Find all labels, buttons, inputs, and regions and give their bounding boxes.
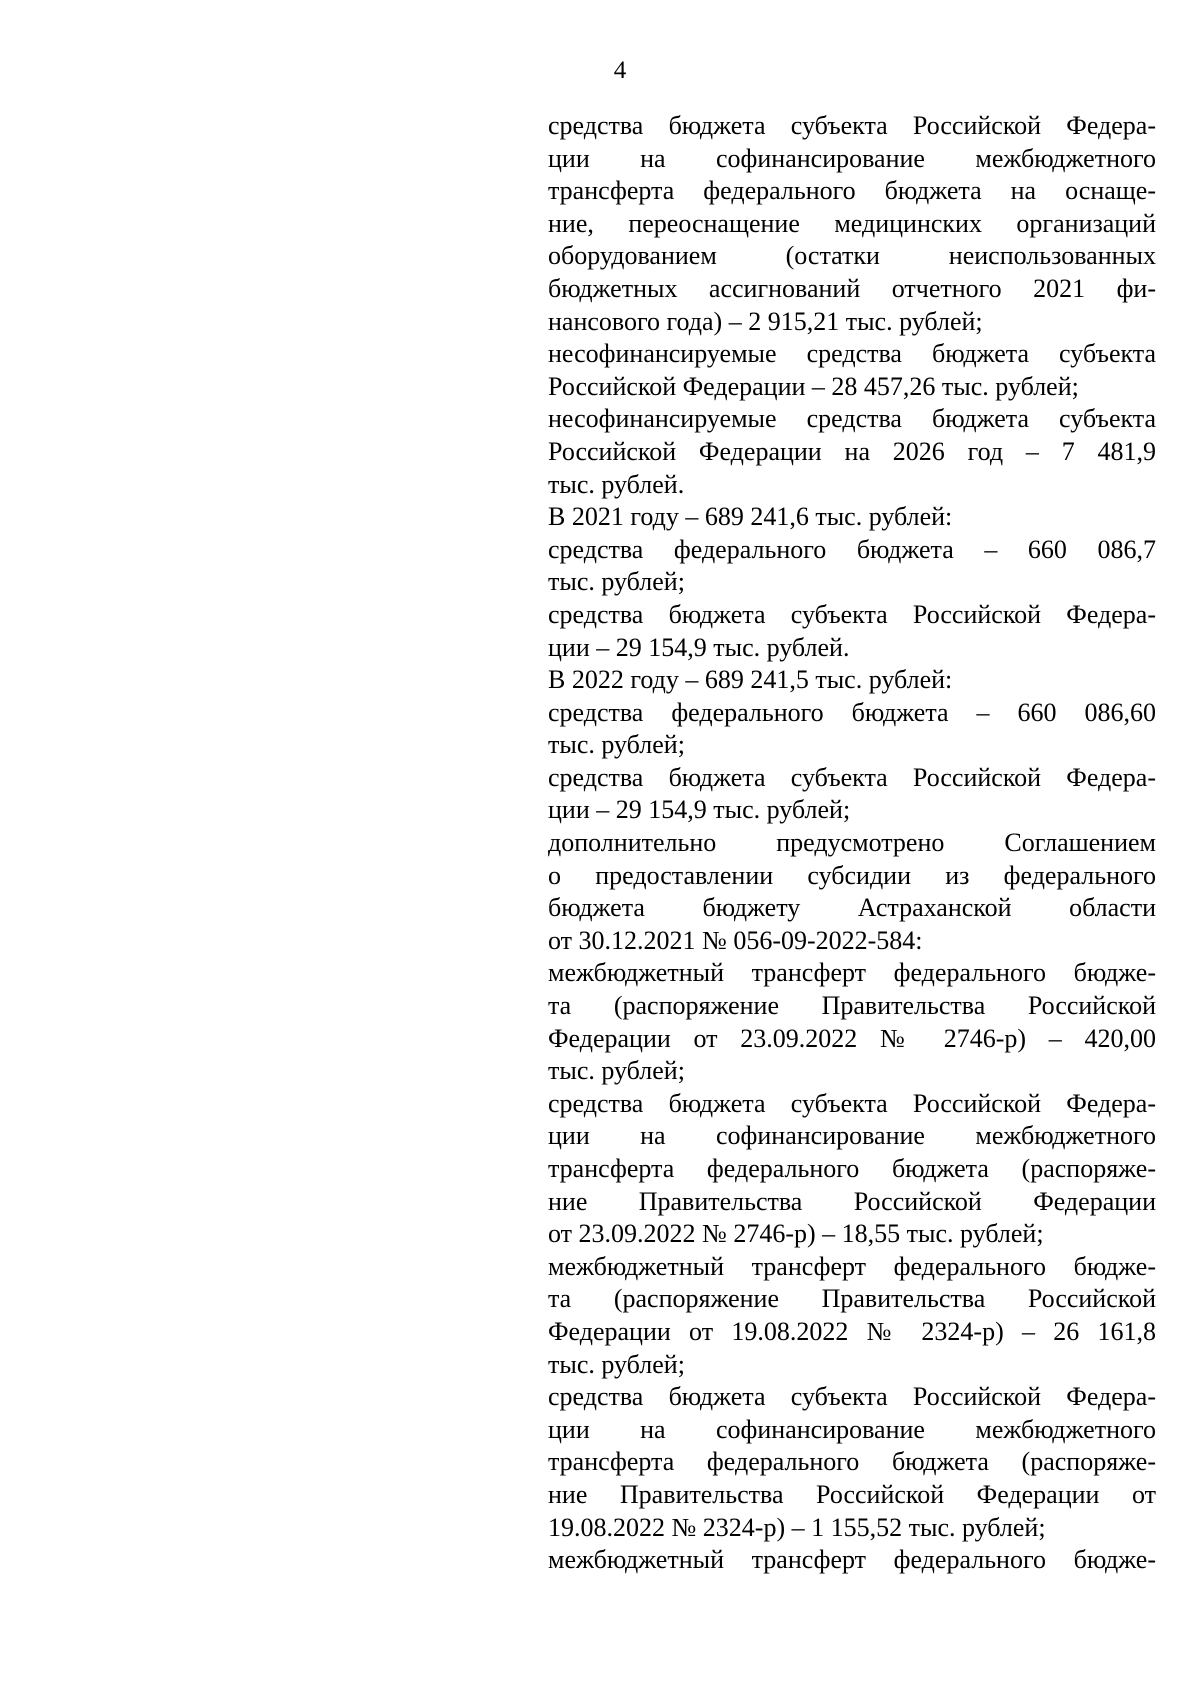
text-line: от 23.09.2022 № 2746-р) – 18,55 тыс. рублей; — [548, 1219, 1044, 1249]
text-line: средства бюджета субъекта Российской Федера- — [548, 1088, 1156, 1118]
text-line: ции – 29 154,9 тыс. рублей; — [548, 795, 851, 825]
text-line: Федерации от 19.08.2022 № 2324-р) – 26 161,8 — [548, 1316, 1156, 1346]
text-line: нансового года) – 2 915,21 тыс. рублей; — [548, 306, 983, 336]
text-line: тыс. рублей. — [548, 469, 685, 499]
text-line: ние Правительства Российской Федерации — [548, 1186, 1156, 1216]
text-line: трансферта федерального бюджета (распоряже- — [548, 1447, 1156, 1477]
text-line: межбюджетный трансферт федерального бюдже- — [548, 958, 1156, 988]
text-line: В 2021 году – 689 241,6 тыс. рублей: — [548, 502, 953, 532]
text-line: Федерации от 23.09.2022 № 2746-р) – 420,00 — [548, 1023, 1156, 1053]
page-number: 4 — [613, 57, 627, 84]
text-line: В 2022 году – 689 241,5 тыс. рублей: — [548, 665, 953, 695]
text-line: о предоставлении субсидии из федерального — [548, 860, 1156, 890]
text-line: средства федерального бюджета – 660 086,60 — [548, 697, 1156, 727]
text-line: ции на софинансирование межбюджетного — [548, 1121, 1156, 1151]
text-line: средства бюджета субъекта Российской Федера- — [548, 762, 1156, 792]
text-line: средства бюджета субъекта Российской Федера- — [548, 1382, 1156, 1412]
text-line: ции – 29 154,9 тыс. рублей. — [548, 632, 850, 662]
text-line: трансферта федерального бюджета на оснаще- — [548, 176, 1156, 206]
text-line: тыс. рублей; — [548, 1349, 685, 1379]
text-line: средства федерального бюджета – 660 086,7 — [548, 534, 1156, 564]
text-line: от 30.12.2021 № 056-09-2022-584: — [548, 925, 923, 955]
text-line: межбюджетный трансферт федерального бюдже- — [548, 1545, 1156, 1575]
text-line: бюджета бюджету Астраханской области — [548, 893, 1156, 923]
text-column — [548, 110, 1156, 1577]
text-line: межбюджетный трансферт федерального бюдже- — [548, 1251, 1156, 1281]
text-line: Российской Федерации на 2026 год – 7 481,9 — [548, 436, 1156, 466]
text-line: ции на софинансирование межбюджетного — [548, 1414, 1156, 1444]
text-line: средства бюджета субъекта Российской Федера- — [548, 599, 1156, 629]
text-line: ции на софинансирование межбюджетного — [548, 143, 1156, 173]
text-line: средства бюджета субъекта Российской Федера- — [548, 111, 1156, 140]
text-line: ние Правительства Российской Федерации от — [548, 1479, 1156, 1509]
text-line: несофинансируемые средства бюджета субъекта — [548, 404, 1156, 434]
text-line: ние, переоснащение медицинских организаций — [548, 208, 1156, 238]
text-line: та (распоряжение Правительства Российской — [548, 1284, 1156, 1314]
text-line: трансферта федерального бюджета (распоряже- — [548, 1154, 1156, 1183]
text-line: 19.08.2022 № 2324-р) – 1 155,52 тыс. рублей; — [548, 1512, 1046, 1542]
text-line: тыс. рублей; — [548, 1056, 685, 1086]
text-line: та (распоряжение Правительства Российской — [548, 991, 1156, 1021]
text-line: дополнительно предусмотрено Соглашением — [548, 828, 1156, 858]
text-line: Российской Федерации – 28 457,26 тыс. рублей; — [548, 371, 1079, 401]
text-line: тыс. рублей; — [548, 567, 685, 597]
text-line: несофинансируемые средства бюджета субъекта — [548, 339, 1156, 369]
text-line: оборудованием (остатки неиспользованных — [548, 241, 1156, 271]
text-line: тыс. рублей; — [548, 730, 685, 760]
text-line: бюджетных ассигнований отчетного 2021 фи- — [548, 273, 1156, 303]
